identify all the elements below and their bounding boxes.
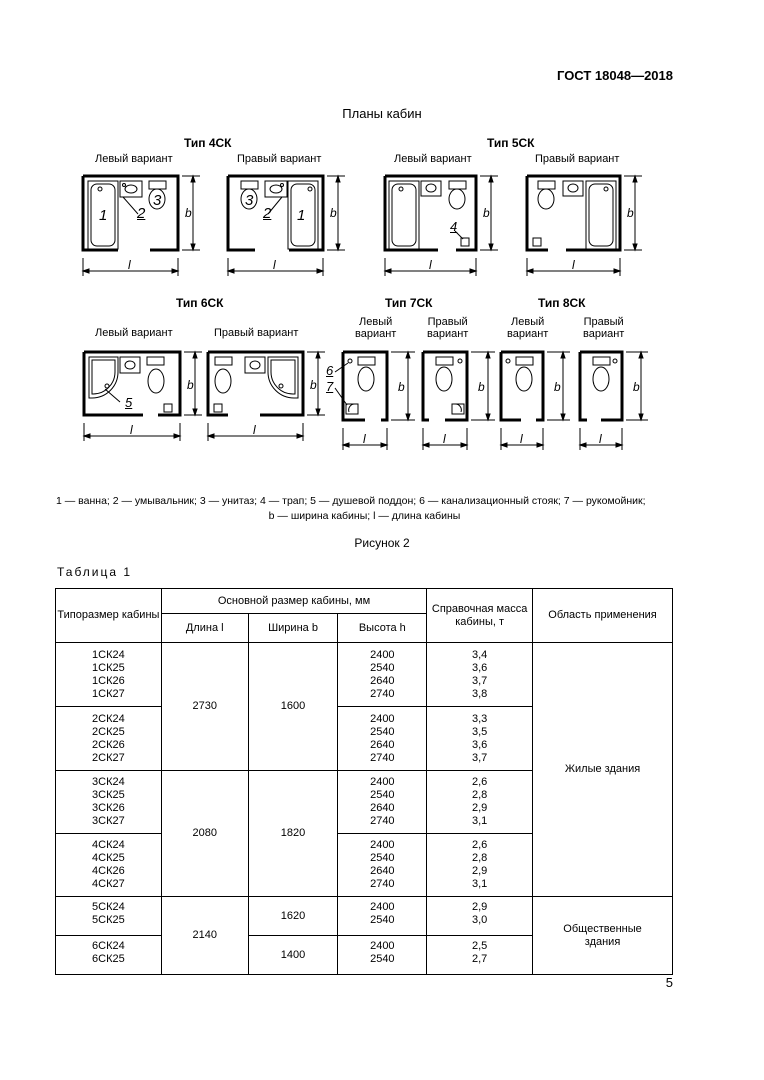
type-7sk-heading: Тип 7СК (385, 296, 433, 310)
mark-1: 1 (99, 207, 108, 224)
width-cell: 1820 (248, 771, 338, 897)
type-cell: 5СК24 5СК25 (56, 897, 162, 936)
dim-l: l (520, 432, 523, 446)
dim-b: b (633, 380, 640, 394)
type-6sk-heading: Тип 6СК (176, 296, 224, 310)
type-5sk-heading: Тип 5СК (487, 136, 535, 150)
page-number: 5 (665, 975, 673, 990)
dim-b: b (398, 380, 405, 394)
dim-l: l (572, 258, 575, 272)
variant-label: Правый вариант (237, 153, 322, 165)
variant-label: Левый вариант (394, 153, 472, 165)
area-cell: Жилые здания (533, 643, 673, 897)
header-length: Длина l (161, 614, 248, 643)
figure-legend (56, 494, 673, 524)
figure-title: Планы кабин (342, 106, 422, 121)
dim-l: l (273, 258, 276, 272)
type-cell: 2СК24 2СК25 2СК26 2СК27 (56, 707, 162, 771)
variant-label: Левый вариант (355, 316, 397, 340)
length-cell: 2140 (161, 897, 248, 975)
variant-label: Правый вариант (427, 316, 469, 340)
cabin-plans-drawing (0, 0, 764, 470)
mark-2: 2 (263, 205, 272, 222)
mass-cell: 2,9 3,0 (427, 897, 533, 936)
dim-b: b (187, 378, 194, 392)
plan-6sk-left (84, 352, 202, 441)
height-cell: 2400 2540 (338, 936, 427, 975)
variant-label: Правый вариант (583, 316, 625, 340)
mass-cell: 3,3 3,5 3,6 3,7 (427, 707, 533, 771)
type-cell: 6СК24 6СК25 (56, 936, 162, 975)
header-width: Ширина b (248, 614, 338, 643)
plan-7sk-right (423, 352, 495, 450)
mark-4: 4 (450, 219, 458, 234)
mark-5: 5 (125, 395, 133, 410)
dim-b: b (185, 206, 192, 220)
dim-l: l (599, 432, 602, 446)
mark-3: 3 (153, 192, 162, 209)
length-cell: 2080 (161, 771, 248, 897)
mass-cell: 2,6 2,8 2,9 3,1 (427, 834, 533, 897)
area-cell: Общественные здания (533, 897, 673, 975)
variant-label: Левый вариант (95, 327, 173, 339)
mass-cell: 3,4 3,6 3,7 3,8 (427, 643, 533, 707)
type-8sk-heading: Тип 8СК (538, 296, 586, 310)
dim-l: l (429, 258, 432, 272)
height-cell: 2400 2540 2640 2740 (338, 771, 427, 834)
type-4sk-heading: Тип 4СК (184, 136, 232, 150)
mark-3: 3 (245, 192, 254, 209)
legend-line-2: b — ширина кабины; l — длина кабины (268, 510, 461, 522)
dim-l: l (130, 423, 133, 437)
dim-b: b (478, 380, 485, 394)
height-cell: 2400 2540 (338, 897, 427, 936)
plan-4sk-right (228, 176, 345, 276)
cabin-sizes-table (55, 588, 673, 975)
table-caption: Таблица 1 (57, 565, 133, 579)
dim-b: b (554, 380, 561, 394)
dim-l: l (128, 258, 131, 272)
plan-5sk-left (385, 176, 498, 276)
type-cell: 3СК24 3СК25 3СК26 3СК27 (56, 771, 162, 834)
mass-cell: 2,5 2,7 (427, 936, 533, 975)
dim-l: l (443, 432, 446, 446)
height-cell: 2400 2540 2640 2740 (338, 834, 427, 897)
mark-7: 7 (326, 379, 334, 394)
mark-1: 1 (297, 207, 306, 224)
width-cell: 1400 (248, 936, 338, 975)
plan-4sk-left (83, 176, 200, 276)
length-cell: 2730 (161, 643, 248, 771)
header-area: Область применения (533, 589, 673, 643)
header-type: Типоразмер кабины (56, 589, 162, 643)
variant-label: Левый вариант (95, 153, 173, 165)
plan-8sk-left (501, 352, 570, 450)
plan-5sk-right (527, 176, 642, 276)
dim-b: b (310, 378, 317, 392)
type-cell: 1СК24 1СК25 1СК26 1СК27 (56, 643, 162, 707)
plan-7sk-left (335, 352, 415, 450)
dim-l: l (253, 423, 256, 437)
variant-label: Левый вариант (507, 316, 549, 340)
variant-label: Правый вариант (214, 327, 299, 339)
dim-b: b (330, 206, 337, 220)
dim-l: l (363, 432, 366, 446)
dim-b: b (627, 206, 634, 220)
plan-6sk-right (208, 352, 325, 441)
width-cell: 1600 (248, 643, 338, 771)
figure-caption: Рисунок 2 (354, 536, 410, 550)
plan-8sk-right (580, 352, 648, 450)
mark-2: 2 (137, 205, 146, 222)
mark-6: 6 (326, 363, 334, 378)
header-height: Высота h (338, 614, 427, 643)
mass-cell: 2,6 2,8 2,9 3,1 (427, 771, 533, 834)
height-cell: 2400 2540 2640 2740 (338, 643, 427, 707)
header-mass: Справочная масса кабины, т (427, 589, 533, 643)
width-cell: 1620 (248, 897, 338, 936)
type-cell: 4СК24 4СК25 4СК26 4СК27 (56, 834, 162, 897)
document-header: ГОСТ 18048—2018 (557, 68, 673, 83)
header-main-size: Основной размер кабины, мм (161, 589, 426, 614)
height-cell: 2400 2540 2640 2740 (338, 707, 427, 771)
dim-b: b (483, 206, 490, 220)
variant-label: Правый вариант (535, 153, 620, 165)
legend-line-1: 1 — ванна; 2 — умывальник; 3 — унитаз; 4 — трап; 5 — душевой поддон; 6 — канализационный стояк; 7 — рукомойник; (56, 495, 646, 507)
